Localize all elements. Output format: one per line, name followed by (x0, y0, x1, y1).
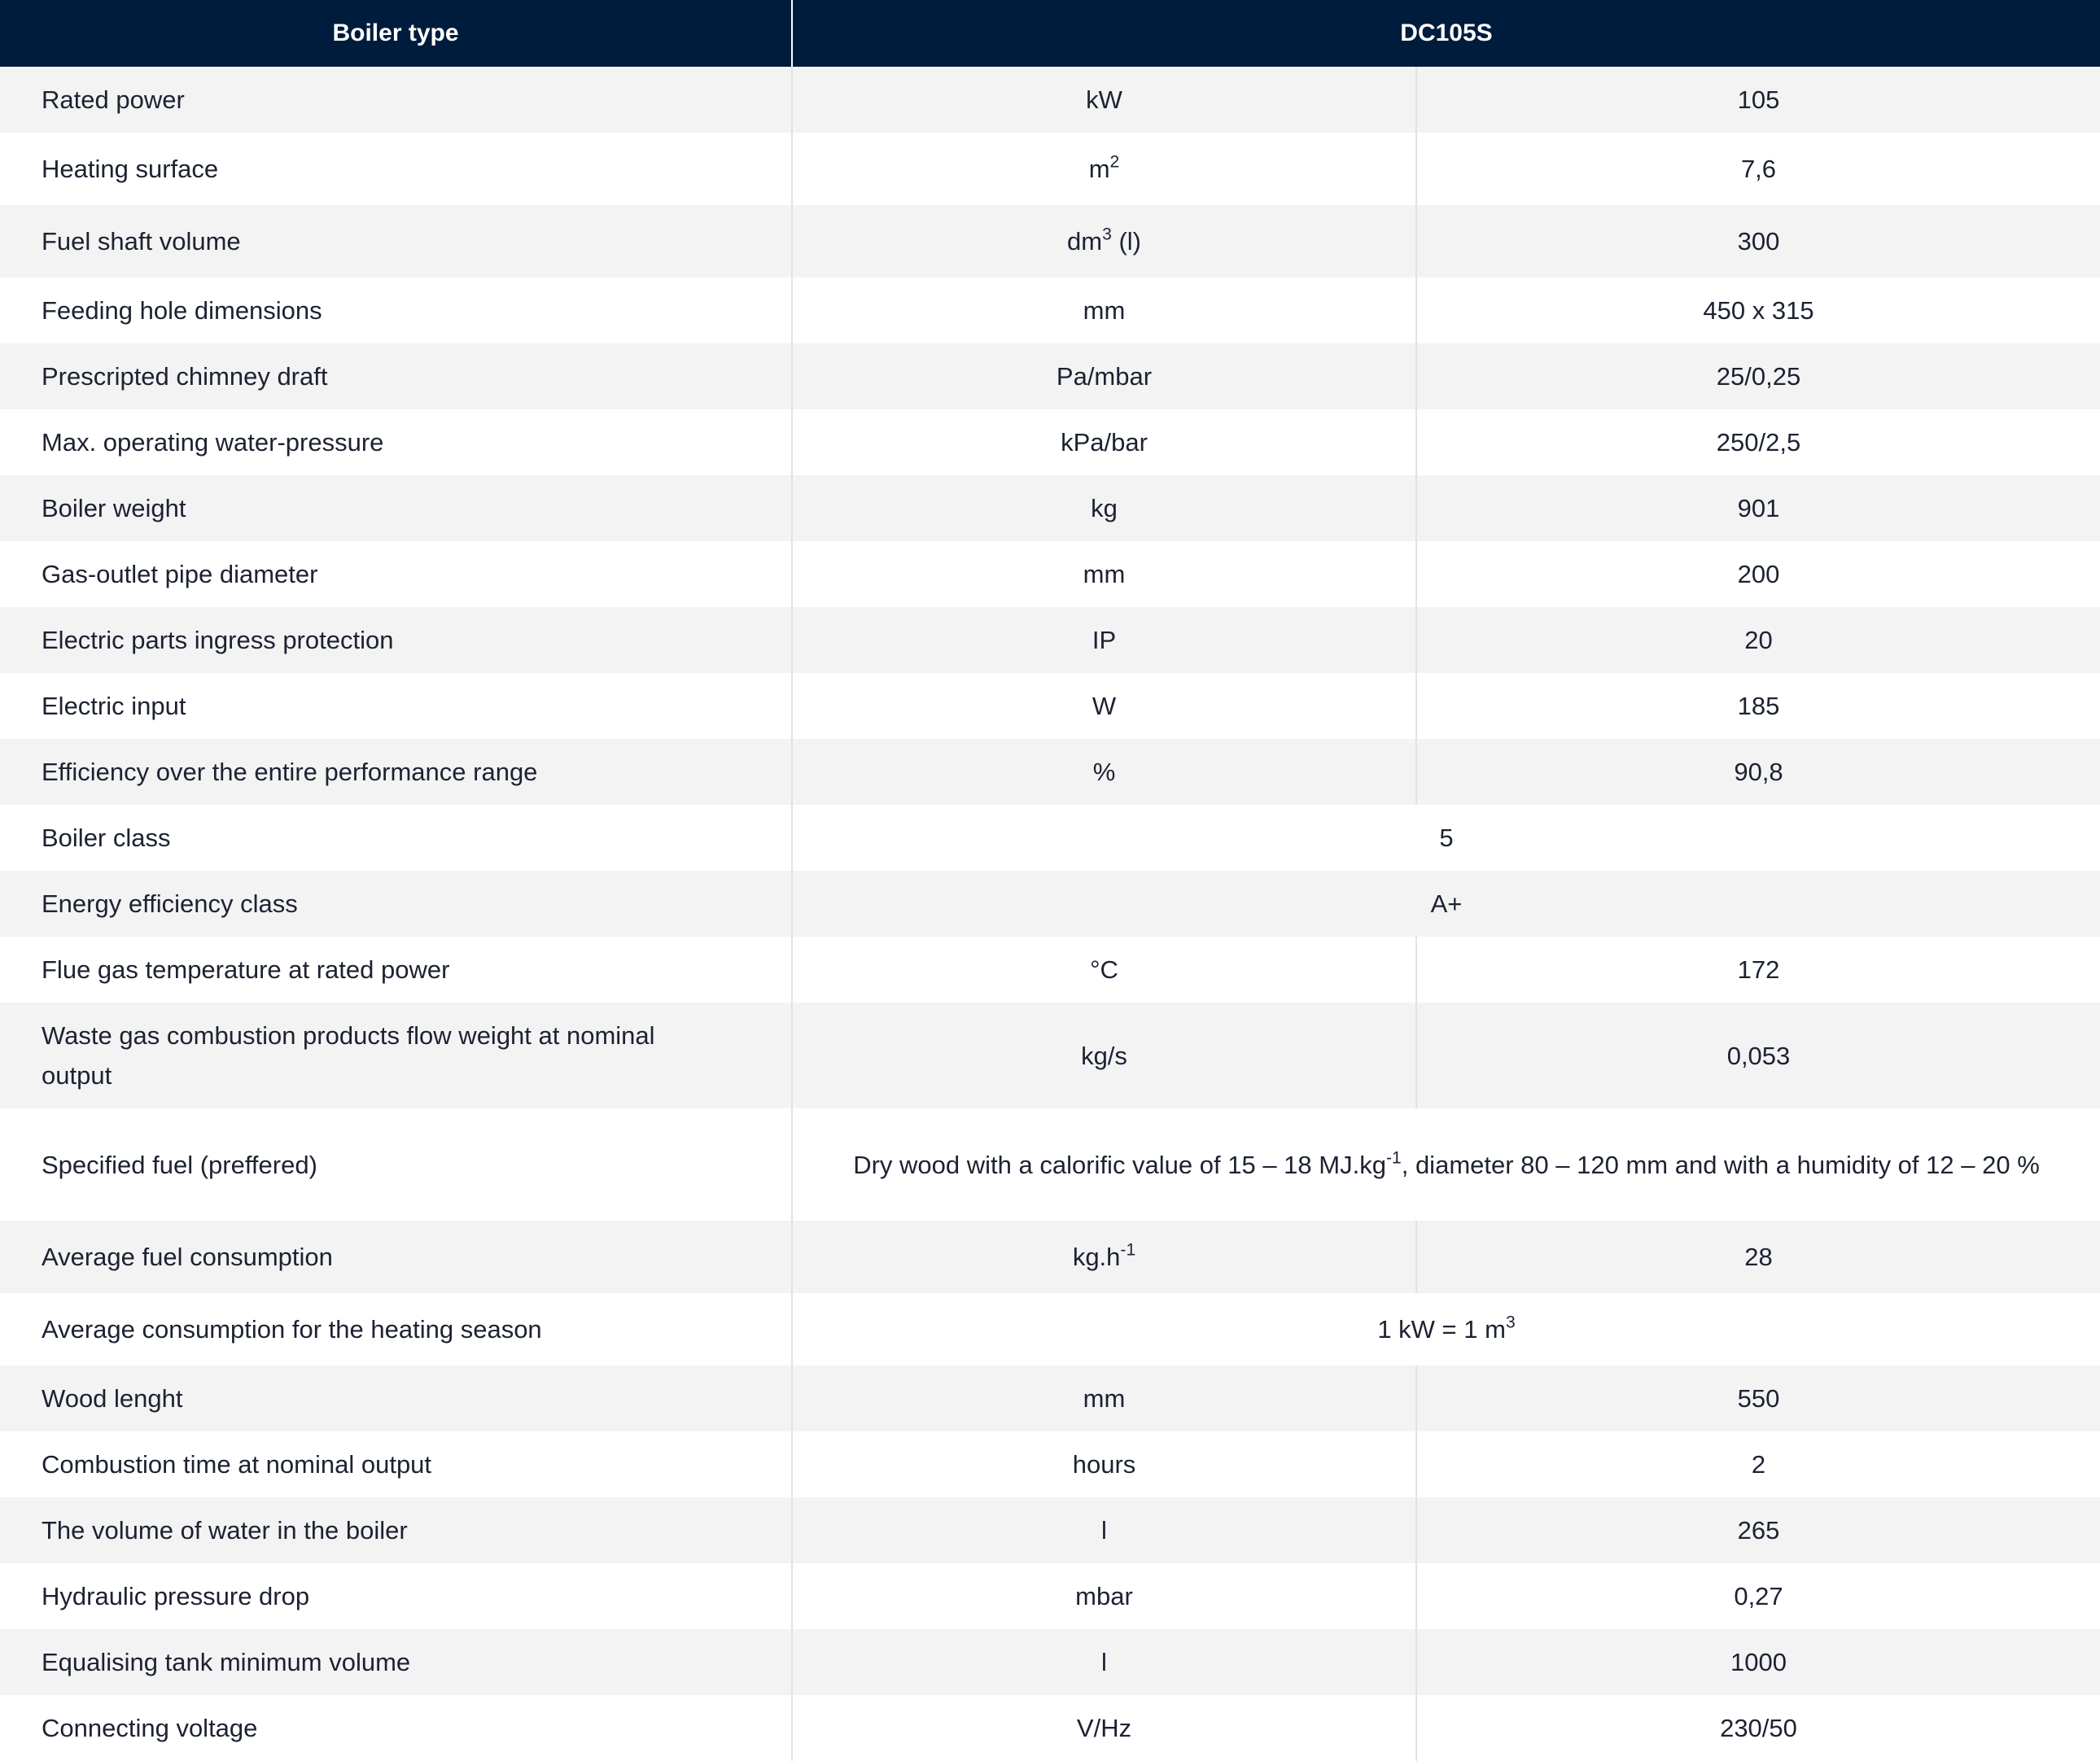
row-merged-value (792, 1293, 2100, 1366)
row-unit: l (792, 1497, 1416, 1563)
row-value: 185 (1416, 673, 2100, 739)
merged-superscript: -1 (1385, 1147, 1402, 1167)
row-value: 200 (1416, 541, 2100, 607)
row-unit: kg (792, 475, 1416, 541)
row-value: 450 x 315 (1416, 277, 2100, 343)
row-label: Average fuel consumption (0, 1221, 792, 1293)
table-row (0, 1221, 2100, 1293)
row-value: 901 (1416, 475, 2100, 541)
table-row (0, 409, 2100, 475)
table-row (0, 1003, 2100, 1108)
row-unit: V/Hz (792, 1695, 1416, 1761)
header-model: DC105S (792, 0, 2100, 67)
row-label: Connecting voltage (0, 1695, 792, 1761)
row-unit: mm (792, 277, 1416, 343)
table-row (0, 1108, 2100, 1221)
row-unit: kW (792, 67, 1416, 133)
row-label: Specified fuel (preffered) (0, 1108, 792, 1221)
row-label: Heating surface (0, 133, 792, 205)
table-header-row (0, 0, 2100, 67)
row-label: Gas-outlet pipe diameter (0, 541, 792, 607)
row-value: 172 (1416, 937, 2100, 1003)
row-value: 550 (1416, 1366, 2100, 1431)
row-label: Rated power (0, 67, 792, 133)
row-value: 250/2,5 (1416, 409, 2100, 475)
row-label: Electric input (0, 673, 792, 739)
merged-text: Dry wood with a calorific value of 15 – 18 MJ.kg (853, 1150, 1386, 1179)
row-label: Energy efficiency class (0, 871, 792, 937)
unit-base: kg.h (1072, 1243, 1121, 1271)
row-label: Boiler weight (0, 475, 792, 541)
table-row (0, 475, 2100, 541)
table-row (0, 739, 2100, 805)
row-unit: W (792, 673, 1416, 739)
table-row (0, 607, 2100, 673)
row-unit: mm (792, 541, 1416, 607)
table-row (0, 343, 2100, 409)
row-label: The volume of water in the boiler (0, 1497, 792, 1563)
table-row (0, 541, 2100, 607)
table-row (0, 1629, 2100, 1695)
row-label: Prescripted chimney draft (0, 343, 792, 409)
row-unit (792, 205, 1416, 277)
row-unit (792, 133, 1416, 205)
row-value: 265 (1416, 1497, 2100, 1563)
row-unit: hours (792, 1431, 1416, 1497)
table-row (0, 1563, 2100, 1629)
row-label: Wood lenght (0, 1366, 792, 1431)
row-label: Waste gas combustion products flow weight at nominal output (0, 1003, 792, 1108)
table-row (0, 1431, 2100, 1497)
row-value: 28 (1416, 1221, 2100, 1293)
row-label: Fuel shaft volume (0, 205, 792, 277)
table-row (0, 205, 2100, 277)
row-value: 90,8 (1416, 739, 2100, 805)
row-label: Combustion time at nominal output (0, 1431, 792, 1497)
table-row (0, 1293, 2100, 1366)
row-label: Boiler class (0, 805, 792, 871)
unit-base: m (1088, 155, 1110, 183)
row-label: Efficiency over the entire performance range (0, 739, 792, 805)
row-value: 1000 (1416, 1629, 2100, 1695)
unit-suffix: (l) (1111, 227, 1141, 256)
row-unit: mbar (792, 1563, 1416, 1629)
row-unit: mm (792, 1366, 1416, 1431)
row-unit: l (792, 1629, 1416, 1695)
row-label: Flue gas temperature at rated power (0, 937, 792, 1003)
merged-text-after: , diameter 80 – 120 mm and with a humidity of 12 – 20 % (1401, 1150, 2040, 1179)
table-row (0, 277, 2100, 343)
row-value: 2 (1416, 1431, 2100, 1497)
row-unit (792, 1221, 1416, 1293)
unit-superscript: 3 (1102, 225, 1112, 244)
row-unit: % (792, 739, 1416, 805)
table-row (0, 67, 2100, 133)
table-row (0, 1366, 2100, 1431)
row-value: 25/0,25 (1416, 343, 2100, 409)
header-boiler-type: Boiler type (0, 0, 792, 67)
row-value: 230/50 (1416, 1695, 2100, 1761)
table-row (0, 1497, 2100, 1563)
row-label: Feeding hole dimensions (0, 277, 792, 343)
unit-base: dm (1067, 227, 1103, 256)
row-value: 105 (1416, 67, 2100, 133)
row-value: 300 (1416, 205, 2100, 277)
row-label: Equalising tank minimum volume (0, 1629, 792, 1695)
merged-text: 1 kW = 1 m (1377, 1315, 1506, 1344)
row-unit: Pa/mbar (792, 343, 1416, 409)
merged-superscript: 3 (1505, 1313, 1516, 1332)
row-unit: kPa/bar (792, 409, 1416, 475)
row-unit: kg/s (792, 1003, 1416, 1108)
row-merged-value (792, 1108, 2100, 1221)
table-row (0, 805, 2100, 871)
row-unit: IP (792, 607, 1416, 673)
table-row (0, 937, 2100, 1003)
row-value: 0,053 (1416, 1003, 2100, 1108)
row-merged-value: 5 (792, 805, 2100, 871)
row-unit: °C (792, 937, 1416, 1003)
unit-superscript: 2 (1109, 152, 1120, 172)
row-label: Hydraulic pressure drop (0, 1563, 792, 1629)
row-label: Average consumption for the heating season (0, 1293, 792, 1366)
row-label: Max. operating water-pressure (0, 409, 792, 475)
table-row (0, 871, 2100, 937)
row-label: Electric parts ingress protection (0, 607, 792, 673)
table-row (0, 133, 2100, 205)
row-value: 0,27 (1416, 1563, 2100, 1629)
unit-superscript: -1 (1120, 1240, 1136, 1260)
table-row (0, 673, 2100, 739)
row-value: 20 (1416, 607, 2100, 673)
row-value: 7,6 (1416, 133, 2100, 205)
table-row (0, 1695, 2100, 1761)
row-merged-value: A+ (792, 871, 2100, 937)
